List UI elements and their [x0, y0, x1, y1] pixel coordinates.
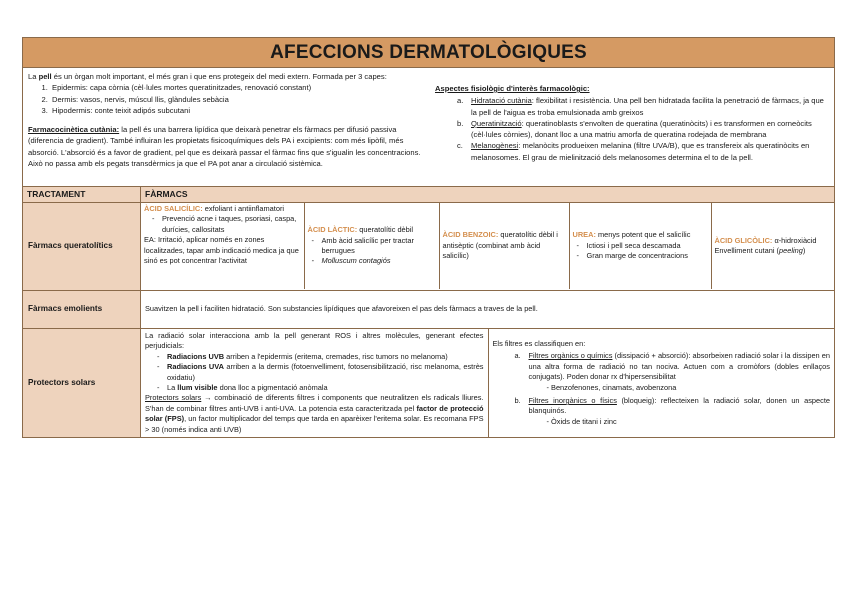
list-item [167, 362, 484, 383]
salicilic-cell [141, 203, 304, 289]
filtre-item [493, 396, 831, 417]
radiacio-pre: La [167, 383, 178, 393]
radiacio-text: arriben a l'epidermis (eritema, cremades, risc tumors no melanoma) [224, 351, 448, 361]
protectors-paragraph [145, 393, 484, 435]
glicolic-text-start: Envelliment cutani ( [714, 246, 779, 255]
header-farmacs: FÀRMACS [141, 187, 835, 203]
fps-text: , un factor multiplicador del temps que tarda en aparèixer l'eritema solar. Es recomana FPS > 30 (només indica anti UVB) [145, 414, 484, 434]
aspecte-item [435, 140, 831, 163]
list-item: - Molluscum contagiós [322, 256, 436, 266]
row-label-solars: Protectors solars [23, 329, 141, 438]
list-item: - Gran marge de concentracions [587, 251, 708, 261]
filtre-subitem: - Òxids de titani i zinc [546, 416, 617, 426]
urea-desc: menys potent que el salicílic [595, 230, 691, 240]
list-marker: c. [457, 141, 463, 151]
glicolic-text-italic: peeling [779, 246, 803, 255]
lactic-desc: queratolític dèbil [357, 225, 414, 235]
benzoic-desc: queratolític dèbil i antisèptic (combinat amb àcid salicílic) [442, 230, 558, 261]
farmacocinetica-title: Farmacocinètica cutània: [28, 125, 120, 135]
list-marker: a. [514, 351, 521, 361]
urea-name: UREA: [572, 230, 596, 240]
farmacocinetica-text: la pell és una barrera lipídica que deixarà penetrar els fàrmacs per difusió passiva (diferencia de gradient). També influiran les propietats fisicoquímiques dels PA i excipients: com més lipòfil, més absorció. L'absorció és a favor de gradient, pel que es deixarà passar el fàrmac fins que s'igualin les concentracions. Això no passa amb els pegats transdèrmics ja que el PA pot anar a circulació sistèmica. [28, 125, 421, 169]
row-label-queratolitics: Fàrmacs queratolítics [23, 203, 141, 291]
solars-left-cell [141, 329, 488, 437]
table-row [23, 203, 835, 291]
benzoic-cell [439, 203, 569, 289]
header-tractament: TRACTAMENT [23, 187, 141, 203]
aspecte-term: Queratinització [471, 118, 522, 128]
glicolic-name: ÀCID GLICÒLIC: [714, 235, 773, 245]
tractament-table [22, 186, 835, 438]
aspecte-text: : melanòcits produeixen melanina (filtre UVA/B), que es transfereix als queratinòcits en melanosomes. El grau de mielinització dels melanosomes determina el to de la pell. [471, 141, 810, 162]
solars-intro: La radiació solar interacciona amb la pell generant ROS i altres molècules, generant efectes perjudicials: [145, 331, 484, 351]
capes-list [28, 82, 428, 116]
aspecte-text: : flexibilitat i resistència. Una pell ben hidratada facilita la penetració de fàrmacs, ja que la pell de l'aigua es troba emulsionada amb greixos [471, 96, 824, 117]
filtre-term: Filtres orgànics o químics [528, 351, 613, 361]
document [22, 37, 835, 438]
radiacio-term: Radiacions UVB [167, 351, 225, 361]
list-item: - Amb àcid salicílic per tractar berrugues [322, 236, 436, 257]
lactic-list [308, 236, 436, 267]
row-label-emolients: Fàrmacs emolients [23, 291, 141, 329]
list-item [167, 352, 484, 362]
pell-paragraph [28, 71, 428, 82]
filtre-term: Filtres inorgànics o físics [528, 396, 617, 406]
solars-right-cell [488, 329, 834, 437]
radiacions-list [145, 352, 484, 394]
salicilic-name: ÀCID SALICÍLIC: [144, 204, 203, 213]
pell-word: pell [38, 72, 52, 81]
emolients-text: Suavitzen la pell i faciliten hidratació. Son substancies lipídiques que afavoreixen el pas dels fàrmacs a traves de la pell. [141, 291, 835, 329]
aspecte-text: : queratinoblasts s'envolten de queratina (queratinòcits) i es transformen en corneòcits (cèl·lules còrnies), donant lloc a una matriu amorfa de queratina rodejada de membrana [471, 118, 812, 140]
page-title: AFECCIONS DERMATOLÒGIQUES [22, 37, 835, 68]
salicilic-list [144, 214, 301, 235]
radiacio-term: Radiacions UVA [167, 362, 224, 372]
glicolic-text-end: ) [802, 246, 806, 255]
salicilic-desc: exfoliant i antiinflamatori [202, 204, 285, 213]
pell-text: és un òrgan molt important, el més gran i que ens protegeix del medi extern. Formada per 3 capes: [51, 72, 387, 81]
lactic-name: ÀCID LÀCTIC: [307, 225, 358, 235]
filtres-intro: Els filtres es classifiquen en: [492, 339, 586, 348]
table-header-row [23, 187, 835, 203]
urea-cell [569, 203, 711, 289]
list-item: 1. Epidermis: capa còrnia (cèl·lules mortes queratinitzades, renovació constant) [50, 82, 428, 93]
table-row [23, 329, 835, 438]
solars-inner-table [141, 329, 834, 437]
farmacocinetica-paragraph [28, 124, 428, 169]
aspecte-item [435, 95, 831, 118]
protectors-text: → combinació de diferents filtres i components que neutralitzen els radicals lliures. S'han de combinar filtres anti-UVB i anti-UVA. La potencia esta caracteritzada pel [145, 393, 484, 413]
glicolic-desc: α-hidroxiàcid [772, 235, 817, 245]
glicolic-text [715, 246, 832, 256]
radiacio-term: llum visible [177, 383, 218, 393]
glicolic-cell [711, 203, 834, 289]
fps-term: factor de protecció solar (FPS) [145, 403, 484, 424]
intro-right-column [435, 83, 831, 163]
aspecte-item [435, 118, 831, 141]
list-item [167, 383, 484, 393]
filtre-text: (dissipació + absorció): absorbeixen radiació solar i la dissipen en una altra forma de radiació no tan nociva. Actuen com a cromòfors (dobles enllaços conjugats). Poden donar rx d'hipersensibilitat [528, 351, 830, 382]
list-marker: a. [457, 96, 464, 106]
solars-cell [141, 329, 835, 438]
aspecte-term: Melanogènesi [471, 141, 519, 151]
filtre-text: (bloqueig): reflecteixen la radiació solar, donen un aspecte blanquinós. [528, 396, 830, 416]
queratolitics-inner-table [141, 203, 834, 289]
list-marker: b. [514, 396, 521, 406]
pell-prefix: La [28, 72, 39, 81]
intro-left-column [28, 71, 428, 169]
radiacio-text: dona lloc a pigmentació anòmala [217, 383, 328, 393]
aspectes-title: Aspectes fisiològic d'interès farmacològic: [435, 84, 590, 93]
list-item: 2. Dermis: vasos, nervis, múscul llis, glàndules sebàcia [50, 94, 428, 105]
salicilic-ea: EA: Irritació, aplicar només en zones localitzades, tapar amb indicació medica ja que sinó es pot concentrar l'activitat [144, 235, 299, 266]
benzoic-name: ÀCID BENZOIC: [442, 230, 499, 240]
list-marker: b. [457, 118, 464, 128]
lactic-cell [304, 203, 439, 289]
list-item: 3. Hipodermis: conte teixit adipós subcutani [50, 105, 428, 116]
intro-section [22, 68, 835, 186]
list-item: - Ictiosi i pell seca descamada [587, 241, 708, 251]
urea-list [573, 241, 708, 262]
filtre-subitem: - Benzofenones, cinamats, avobenzona [546, 382, 677, 392]
table-row [23, 291, 835, 329]
filtre-item [493, 351, 831, 382]
radiacio-text: arriben a la dermis (fotoenvelliment, fotosensibilització, risc melanoma, estrès oxidatiu) [167, 362, 484, 382]
queratolitics-cell [141, 203, 835, 291]
list-item: - Prevenció acne i taques, psoriasi, caspa, durícies, callositats [162, 214, 301, 235]
protectors-term: Protectors solars [145, 393, 202, 403]
aspecte-term: Hidratació cutània [471, 96, 532, 106]
